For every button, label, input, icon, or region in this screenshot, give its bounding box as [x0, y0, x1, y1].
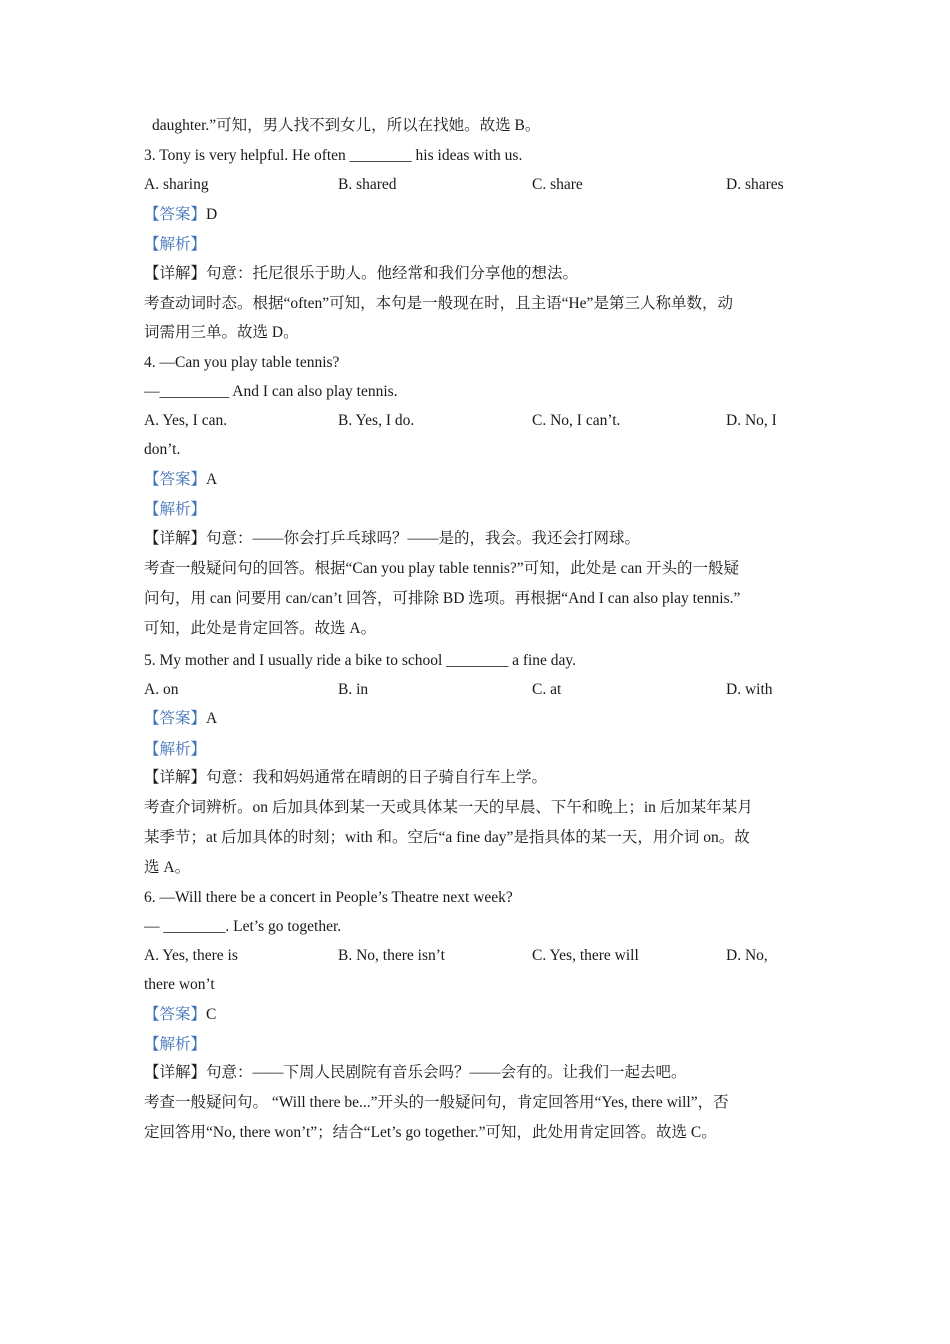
q5-option-d: D. with [726, 681, 773, 698]
q3-explain-line-1: 考查动词时态。根据“often”可知，本句是一般现在时，且主语“He”是第三人称单数，动 [144, 295, 733, 312]
q3-answer-value: D [206, 206, 218, 223]
q6-explain-line-1: 考查一般疑问句。 “Will there be...”开头的一般疑问句，肯定回答用“Yes, there will”，否 [144, 1094, 729, 1111]
q4-option-b: B. Yes, I do. [338, 412, 415, 429]
q4-option-d-wrap: don’t. [144, 441, 181, 458]
answer-tag: 【答案】 [144, 206, 207, 223]
q5-option-c: C. at [532, 681, 562, 698]
q5-detail: 【详解】句意：我和妈妈通常在晴朗的日子骑自行车上学。 [144, 769, 548, 786]
q6-answer [144, 1005, 216, 1025]
continuation-text: daughter.”可知，男人找不到女儿，所以在找她。故选 B。 [152, 117, 541, 134]
q3-detail: 【详解】句意：托尼很乐于助人。他经常和我们分享他的想法。 [144, 265, 579, 282]
q3-option-a: A. sharing [144, 176, 209, 193]
q3-analysis-tag: 【解析】 [144, 236, 207, 253]
answer-tag: 【答案】 [144, 1006, 207, 1023]
q3-explain-line-2: 词需用三单。故选 D。 [144, 324, 299, 341]
q5-explain-line-2: 某季节；at 后加具体的时刻；with 和。空后“a fine day”是指具体的某一天，用介词 on。故 [144, 829, 750, 846]
q6-option-b: B. No, there isn’t [338, 947, 445, 964]
q6-stem-1: 6. —Will there be a concert in People’s Theatre next week? [144, 889, 513, 906]
answer-tag: 【答案】 [144, 710, 207, 727]
q3-option-d: D. shares [726, 176, 784, 193]
q4-explain-line-1: 考查一般疑问句的回答。根据“Can you play table tennis?”可知，此处是 can 开头的一般疑 [144, 560, 739, 577]
q6-option-d: D. No, [726, 947, 768, 964]
q4-option-d: D. No, I [726, 412, 777, 429]
q4-answer-value: A [206, 471, 218, 488]
q4-detail: 【详解】句意：——你会打乒乓球吗？——是的，我会。我还会打网球。 [144, 530, 641, 547]
q4-analysis-tag: 【解析】 [144, 501, 207, 518]
q6-answer-value: C [206, 1006, 217, 1023]
q6-option-a: A. Yes, there is [144, 947, 238, 964]
q5-explain-line-1: 考查介词辨析。on 后加具体到某一天或具体某一天的早晨、下午和晚上；in 后加某年某月 [144, 799, 753, 816]
q3-answer [144, 205, 217, 225]
q5-stem: 5. My mother and I usually ride a bike to school ________ a fine day. [144, 652, 577, 669]
q3-option-b: B. shared [338, 176, 397, 193]
q4-stem-1: 4. —Can you play table tennis? [144, 354, 340, 371]
answer-tag: 【答案】 [144, 471, 207, 488]
q4-option-a: A. Yes, I can. [144, 412, 228, 429]
q6-detail: 【详解】句意：——下周人民剧院有音乐会吗？——会有的。让我们一起去吧。 [144, 1064, 687, 1081]
q4-answer [144, 470, 217, 490]
q3-stem: 3. Tony is very helpful. He often ________ his ideas with us. [144, 147, 523, 164]
q3-option-c: C. share [532, 176, 583, 193]
q4-stem-2: —_________ And I can also play tennis. [144, 383, 398, 400]
q4-explain-line-2: 问句，用 can 问要用 can/can’t 回答，可排除 BD 选项。再根据“And I can also play tennis.” [144, 590, 741, 607]
q5-explain-line-3: 选 A。 [144, 859, 191, 876]
q6-stem-2: — ________. Let’s go together. [144, 918, 342, 935]
q5-answer-value: A [206, 710, 218, 727]
q6-option-d-wrap: there won’t [144, 976, 215, 993]
q4-option-c: C. No, I can’t. [532, 412, 621, 429]
q6-option-c: C. Yes, there will [532, 947, 639, 964]
q6-analysis-tag: 【解析】 [144, 1036, 207, 1053]
q5-answer [144, 709, 217, 729]
q5-analysis-tag: 【解析】 [144, 741, 207, 758]
q5-option-a: A. on [144, 681, 179, 698]
q6-explain-line-2: 定回答用“No, there won’t”；结合“Let’s go together.”可知，此处用肯定回答。故选 C。 [144, 1124, 717, 1141]
q5-option-b: B. in [338, 681, 369, 698]
q4-explain-line-3: 可知，此处是肯定回答。故选 A。 [144, 620, 377, 637]
